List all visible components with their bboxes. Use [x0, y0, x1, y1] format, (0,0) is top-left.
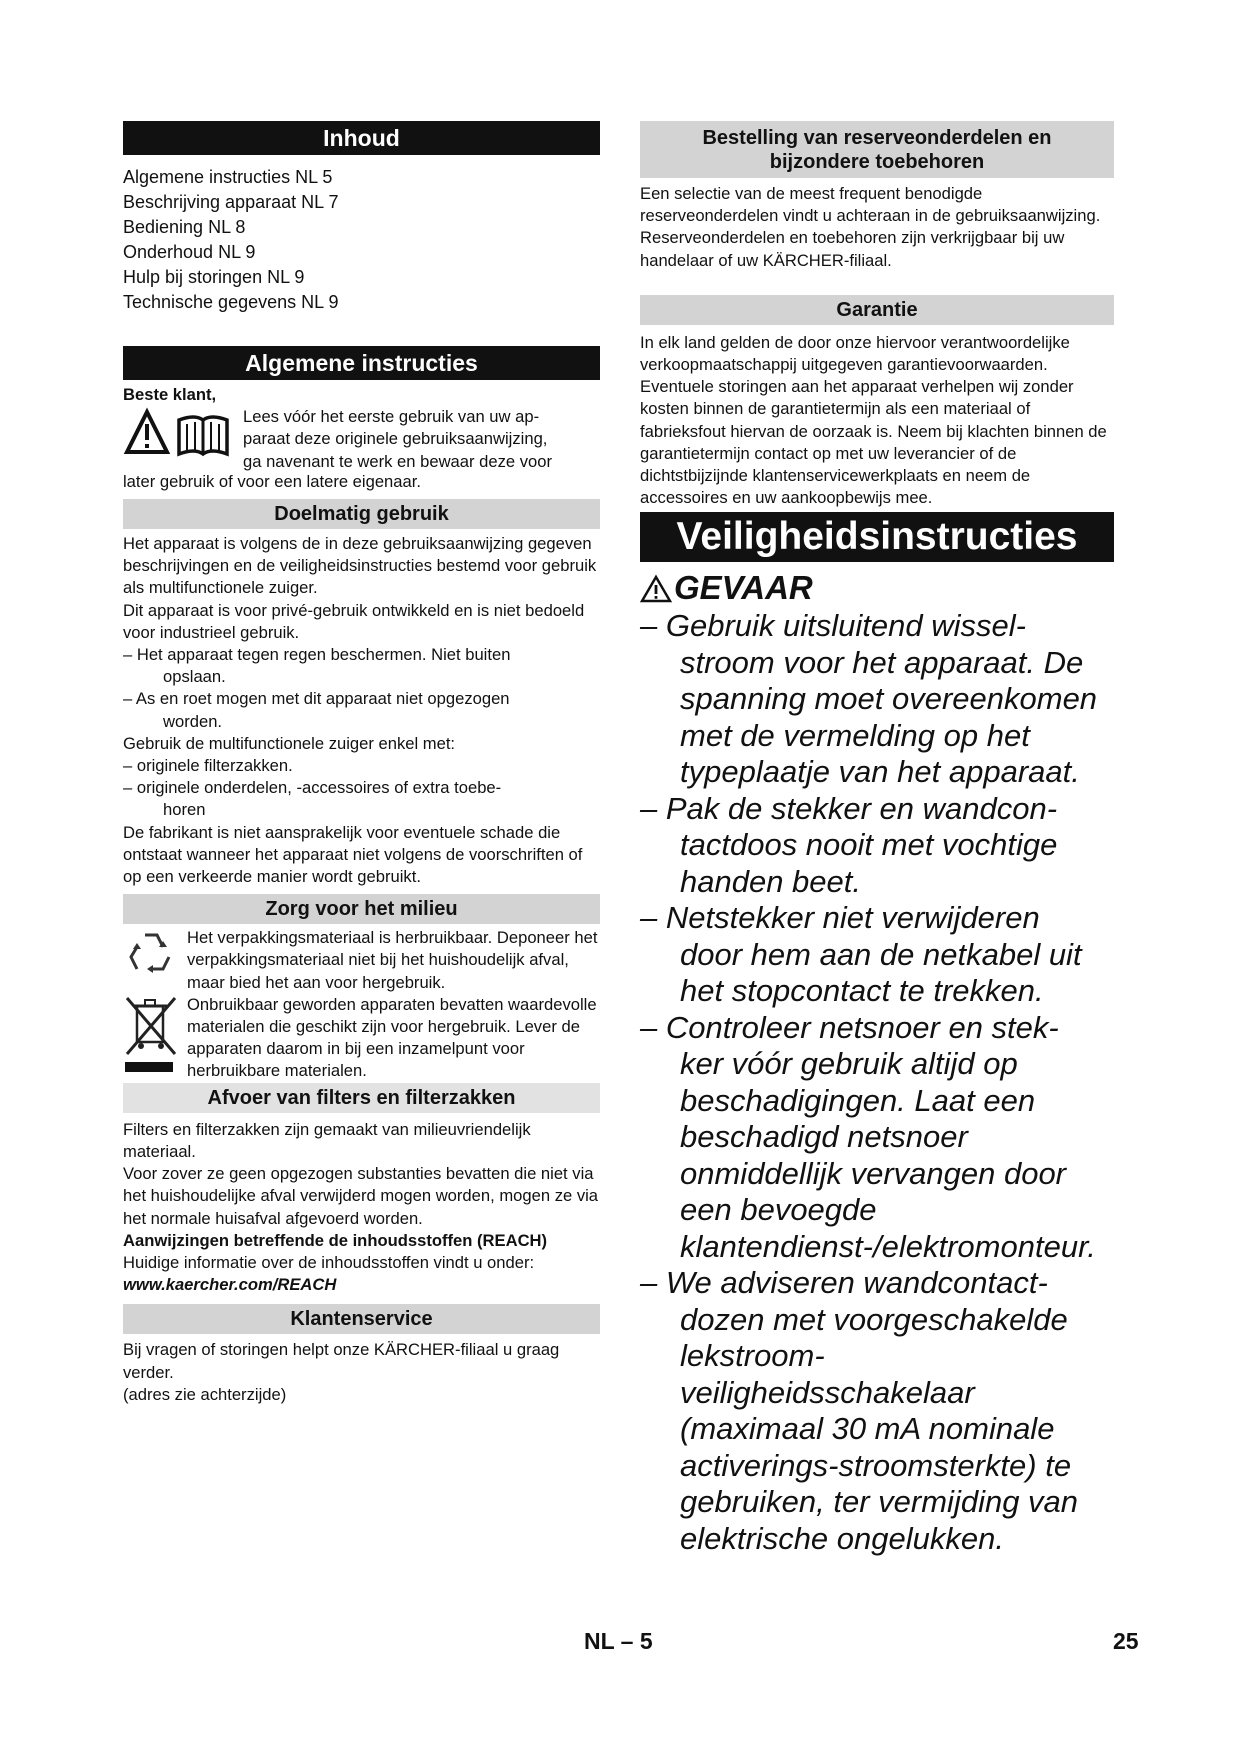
disposal-para: Filters en filterzakken zijn gemaakt van milieuvriendelijk materiaal. — [123, 1119, 531, 1161]
reach-link[interactable]: www.kaercher.com/REACH — [123, 1275, 337, 1295]
safety-item: – We adviseren wandcontact- dozen met voorgeschakelde lekstroom-veiligheidsschakelaar (maximaal 30 mA nominale activerings-stroomsterkte) te gebruiken, ter vermijding van elektrische ongelukken. — [640, 1265, 1079, 1556]
warranty-title: Garantie — [640, 295, 1114, 325]
general-title: Algemene instructies — [123, 346, 600, 380]
parts-title: Bestelling van reserveonderdelen en bijzondere toebehoren — [640, 121, 1114, 178]
intended-use-title: Doelmatig gebruik — [123, 499, 600, 529]
toc-item[interactable]: Onderhoud NL 9 — [123, 242, 256, 262]
intro-line: Lees vóór het eerste gebruik van uw ap- — [243, 407, 540, 427]
intended-para: Gebruik de multifunctionele zuiger enkel met: — [123, 733, 456, 753]
service-para: Bij vragen of storingen helpt onze KÄRCHER-filiaal u graag verder. — [123, 1340, 560, 1382]
disposal-para: Voor zover ze geen opgezogen substanties bevatten die niet via het huishoudelijke afval verwijderd mogen worden, mogen ze via het normale huisafval afgevoerd worden. — [123, 1164, 599, 1228]
intended-para: Het apparaat is volgens de in deze gebruiksaanwijzing gegeven beschrijvingen en de veiligheidsinstructies bestemd voor gebruik als multifunctionele zuiger. — [123, 534, 597, 598]
danger-heading — [640, 568, 1114, 608]
right-column — [640, 121, 1114, 1557]
safety-item: – Controleer netsnoer en stek- ker vóór gebruik altijd op beschadigingen. Laat een beschadigd netsnoer onmiddellijk vervangen door een bevoegde klantendienst-/elektromonteur. — [640, 1009, 1096, 1264]
reach-text: Huidige informatie over de inhoudsstoffen vindt u onder: — [123, 1252, 535, 1272]
warning-triangle-icon — [640, 573, 674, 603]
left-column — [123, 121, 600, 1406]
service-title: Klantenservice — [123, 1304, 600, 1334]
toc-title: Inhoud — [123, 121, 600, 155]
toc-item[interactable]: Beschrijving apparaat NL 7 — [123, 192, 339, 212]
warranty-text: In elk land gelden de door onze hiervoor verantwoordelijke verkoopmaatschappij uitgegeven garantievoorwaarden. Eventuele storingen aan het apparaat verhelpen wij zonder kosten binnen de garantietermijn als een materiaal of fabrieksfout hiervan de oorzaak is. Neem bij klachten binnen de garantietermijn contact op met uw leverancier of de dichtstbijzijnde klantenservicewerkplaats en neem de accessoires en uw aankoopbewijs mee. — [640, 332, 1107, 508]
footer-section-label: NL – 5 — [584, 1628, 653, 1654]
safety-title: Veiligheidsinstructies — [640, 512, 1114, 562]
environment-text: Het verpakkingsmateriaal is herbruikbaar. Deponeer het verpakkingsmateriaal niet bij het huishoudelijk afval, maar bied het aan voor hergebruik. — [187, 928, 598, 992]
reach-title: Aanwijzingen betreffende de inhoudsstoffen (REACH) — [123, 1230, 548, 1250]
danger-label: GEVAAR — [674, 569, 813, 607]
page-number: 25 — [1113, 1628, 1139, 1654]
safety-item: – Gebruik uitsluitend wissel- stroom voor het apparaat. De spanning moet overeenkomen met de vermelding op het typeplaatje van het apparaat. — [640, 608, 1098, 790]
environment-text: Onbruikbaar geworden apparaten bevatten waardevolle materialen die geschikt zijn voor hergebruik. Lever de apparaten daarom in bij een inzamelpunt voor herbruikbare materialen. — [187, 994, 597, 1081]
parts-text: Een selectie van de meest frequent benodigde reserveonderdelen vindt u achteraan in de gebruiksaanwijzing. Reserveonderdelen en toebehoren zijn verkrijgbaar bij uw handelaar of uw KÄRCHER-filiaal. — [640, 184, 1101, 270]
toc-item[interactable]: Technische gegevens NL 9 — [123, 292, 339, 312]
toc-item[interactable]: Hulp bij storingen NL 9 — [123, 267, 305, 287]
intro-line: paraat deze originele gebruiksaanwijzing, — [243, 429, 548, 449]
service-para: (adres zie achterzijde) — [123, 1384, 287, 1404]
intended-para: Dit apparaat is voor privé-gebruik ontwikkeld en is niet bedoeld voor industrieel gebruik. — [123, 600, 585, 642]
weee-block — [123, 994, 600, 1083]
toc-item[interactable]: Bediening NL 8 — [123, 217, 246, 237]
intended-item: – originele onderdelen, -accessoires of extra toebe- horen — [123, 778, 502, 820]
crossed-bin-icon — [123, 994, 187, 1082]
intro-block — [123, 406, 600, 473]
safety-item: – Pak de stekker en wandcon- tactdoos nooit met vochtige handen beet. — [640, 790, 1058, 899]
environment-title: Zorg voor het milieu — [123, 894, 600, 924]
safety-item: – Netstekker niet verwijderen door hem aan de netkabel uit het stopcontact te trekken. — [640, 900, 1082, 1009]
intro-last: later gebruik of voor een latere eigenaar. — [123, 471, 421, 491]
recycle-icon — [123, 927, 187, 987]
intended-item: – As en roet mogen met dit apparaat niet opgezogen worden. — [123, 689, 510, 731]
intended-item: – Het apparaat tegen regen beschermen. Niet buiten opslaan. — [123, 645, 511, 687]
toc-item[interactable]: Algemene instructies NL 5 — [123, 167, 333, 187]
warning-manual-icon — [123, 406, 241, 472]
intended-item: – originele filterzakken. — [123, 756, 293, 776]
intended-para: De fabrikant is niet aansprakelijk voor eventuele schade die ontstaat wanneer het apparaat niet volgens de voorschriften of op een verkeerde manier wordt gebruikt. — [123, 822, 583, 887]
salutation: Beste klant, — [123, 385, 217, 404]
table-of-contents — [123, 165, 600, 315]
recycle-block — [123, 927, 600, 994]
disposal-title: Afvoer van filters en filterzakken — [123, 1083, 600, 1113]
intro-line: ga navenant te werk en bewaar deze voor — [243, 451, 553, 471]
